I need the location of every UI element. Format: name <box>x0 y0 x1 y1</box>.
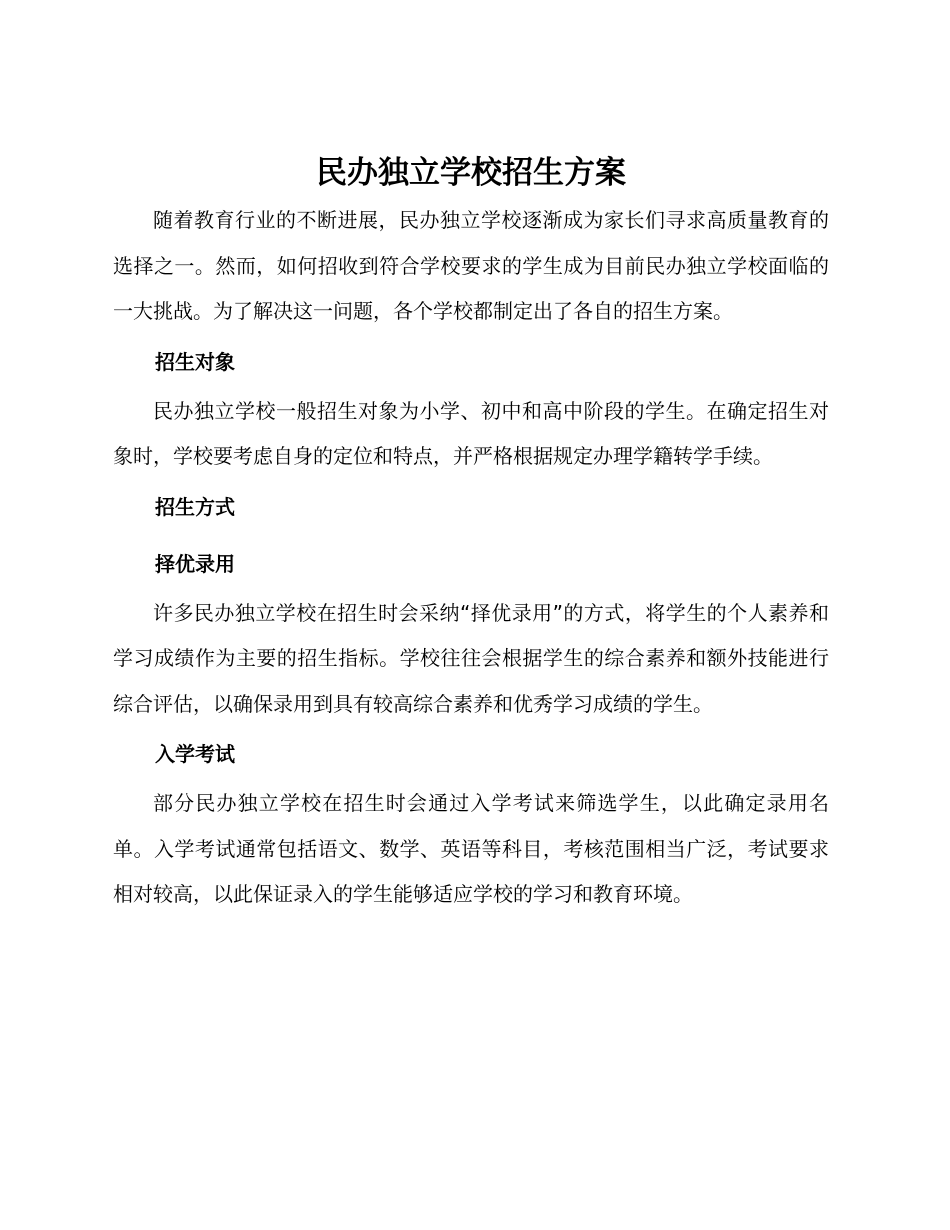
section-heading-merit-selection: 择优录用 <box>155 551 235 576</box>
section-heading-admission-target: 招生对象 <box>155 349 235 374</box>
document-page <box>113 148 829 918</box>
section-body-admission-target: 民办独立学校一般招生对象为小学、初中和高中阶段的学生。在确定招生对象时，学校要考虑自身的定位和特点，并严格根据规定办理学籍转学手续。 <box>113 398 829 468</box>
section-body-entrance-exam: 部分民办独立学校在招生时会通过入学考试来筛选学生，以此确定录用名单。入学考试通常包括语文、数学、英语等科目，考核范围相当广泛，考试要求相对较高，以此保证录入的学生能够适应学校的学习和教育环境。 <box>113 791 829 906</box>
document-title: 民办独立学校招生方案 <box>316 155 626 191</box>
section-heading-entrance-exam: 入学考试 <box>155 742 235 766</box>
section-body-merit-selection: 许多民办独立学校在招生时会采纳“择优录用”的方式，将学生的个人素养和学习成绩作为主要的招生指标。学校往往会根据学生的综合素养和额外技能进行综合评估，以确保录用到具有较高综合素养和优秀学习成绩的学生。 <box>113 600 829 716</box>
intro-paragraph: 随着教育行业的不断进展，民办独立学校逐渐成为家长们寻求高质量教育的选择之一。然而，如何招收到符合学校要求的学生成为目前民办独立学校面临的一大挑战。为了解决这一问题，各个学校都制定出了各自的招生方案。 <box>113 208 829 323</box>
section-heading-admission-method: 招生方式 <box>155 494 235 519</box>
